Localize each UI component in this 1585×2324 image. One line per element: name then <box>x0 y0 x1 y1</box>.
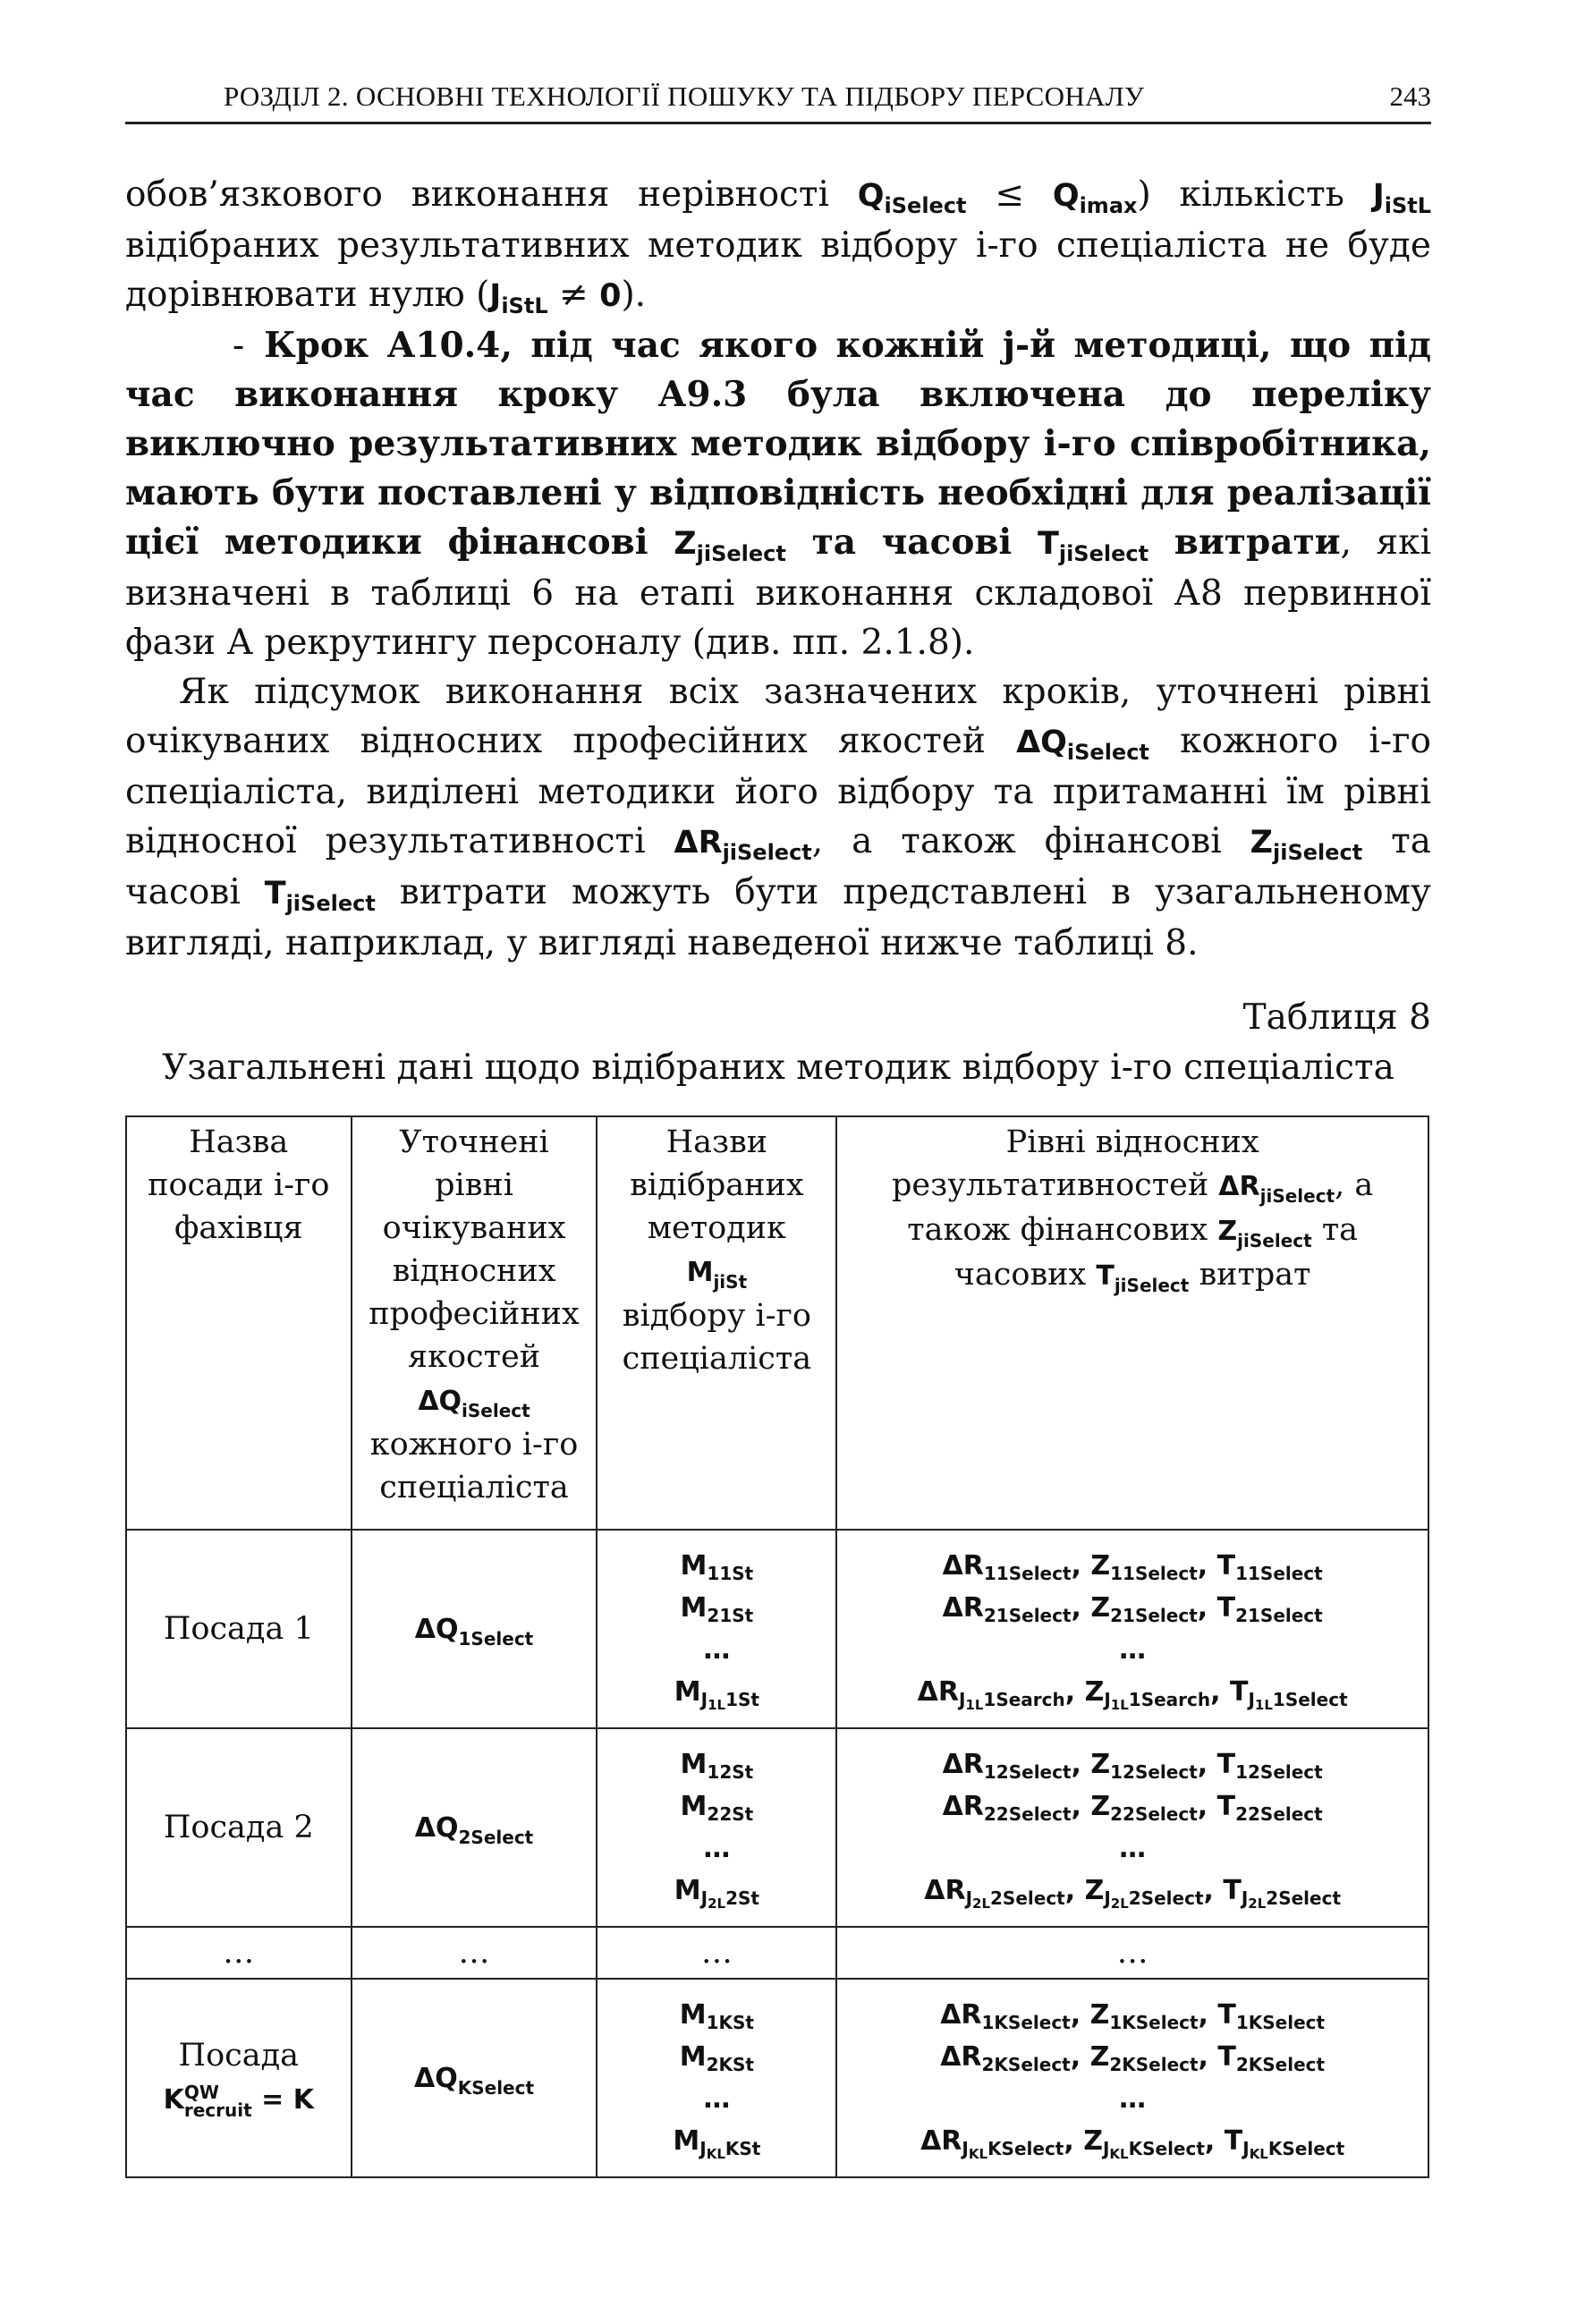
ellipsis-cell: … <box>836 1927 1428 1979</box>
paragraph-1: обов’язкового виконання нерівності $Q_{iSelect} \le Q_{imax}$) кількість $J_{iStL}$ відібраних результативних методик відбору і-го спеціаліста не буде дорівнювати нулю $(J_{iStL} \ne 0)$. <box>125 174 1431 318</box>
header-cell-levels: Рівні відносних результативностей $\Delta R_{jiSelect}$, а також фінансових $Z_{jiSelect}$ та часових $T_{jiSelect}$ витрат <box>836 1116 1428 1530</box>
methods-cell: $M_{11St}$ $M_{21St}$ … $M_{J_{1L}1St}$ <box>597 1530 836 1728</box>
methods-cell: $M_{12St}$ $M_{22St}$ … $M_{J_{2L}2St}$ <box>597 1728 836 1927</box>
paragraph-2: - Крок А10.4, під час якого кожній j-й методиці, що під час виконання кроку А9.3 була включена до переліку виключно результативних методик відбору і-го співробітника, мають бути поставлені у відповідність необхідні для реалізації цієї методики фінансові $Z_{jiSelect}$ та часові $T_{jiSelect}$ витрати, які визначені в таблиці 6 на етапі виконання складової А8 первинної фази А рекрутингу персоналу (див. пп. 2.1.8). <box>125 325 1431 663</box>
paragraph-3: Як підсумок виконання всіх зазначених кроків, уточнені рівні очікуваних відносних професійних якостей $\Delta Q_{iSelect}$ кожного і-го спеціаліста, виділені методики його відбору та притаманні їм рівні відносної результативності $\Delta R_{jiSelect}$, а також фінансові $Z_{jiSelect}$ та часові $T_{jiSelect}$ витрати можуть бути представлені в узагальненому вигляді, наприклад, у вигляді наведеної нижче таблиці 8. <box>125 672 1431 963</box>
running-header <box>125 77 1431 124</box>
table-header-row <box>126 1116 1428 1530</box>
position-cell: Посада 1 <box>126 1530 352 1728</box>
table-row <box>126 1728 1428 1927</box>
header-cell-position: Назва посади і-го фахівця <box>126 1116 352 1530</box>
quality-cell: $\Delta Q_{KSelect}$ <box>352 1979 598 2177</box>
table-row-ellipsis <box>126 1927 1428 1979</box>
table-title: Узагальнені дані щодо відібраних методик відбору і-го спеціаліста <box>162 1047 1394 1088</box>
ellipsis-cell: … <box>126 1927 352 1979</box>
table-row <box>126 1530 1428 1728</box>
header-cell-methods: Назви відібраних методик $M_{jiSt}$ відбору і-го спеціаліста <box>597 1116 836 1530</box>
quality-cell: $\Delta Q_{1Select}$ <box>352 1530 598 1728</box>
levels-cell: $\Delta R_{11Select}$, $Z_{11Select}$, $T_{11Select}$ $\Delta R_{21Select}$, $Z_{21Select}$, $T_{21Select}$ … $\Delta R_{J_{1L}1Search}$, $Z_{J_{1L}1Search}$, $T_{J_{1L}1Select}$ <box>836 1530 1428 1728</box>
summary-table <box>125 1115 1429 2178</box>
methods-cell: $M_{1KSt}$ $M_{2KSt}$ … $M_{J_{KL}KSt}$ <box>597 1979 836 2177</box>
table-number: Таблиця 8 <box>1242 997 1431 1038</box>
chapter-title: РОЗДІЛ 2. ОСНОВНІ ТЕХНОЛОГІЇ ПОШУКУ ТА ПІДБОРУ ПЕРСОНАЛУ <box>224 81 1145 112</box>
position-cell: Посада KQW recruit = K <box>126 1979 352 2177</box>
quality-cell: $\Delta Q_{2Select}$ <box>352 1728 598 1927</box>
levels-cell: $\Delta R_{12Select}$, $Z_{12Select}$, $T_{12Select}$ $\Delta R_{22Select}$, $Z_{22Select}$, $T_{22Select}$ … $\Delta R_{J_{2L}2Select}$, $Z_{J_{2L}2Select}$, $T_{J_{2L}2Select}$ <box>836 1728 1428 1927</box>
page-number: 243 <box>1389 81 1431 112</box>
ellipsis-cell: … <box>352 1927 598 1979</box>
table-row <box>126 1979 1428 2177</box>
table-caption <box>125 993 1431 1093</box>
ellipsis-cell: … <box>597 1927 836 1979</box>
position-cell: Посада 2 <box>126 1728 352 1927</box>
levels-cell: $\Delta R_{1KSelect}$, $Z_{1KSelect}$, $T_{1KSelect}$ $\Delta R_{2KSelect}$, $Z_{2KSelect}$, $T_{2KSelect}$ … $\Delta R_{J_{KL}KSelect}$, $Z_{J_{KL}KSelect}$, $T_{J_{KL}KSelect}$ <box>836 1979 1428 2177</box>
header-cell-quality: Уточнені рівні очікуваних відносних професійних якостей $\Delta Q_{iSelect}$ кожного і-го спеціаліста <box>352 1116 598 1530</box>
body-text <box>125 170 1431 968</box>
